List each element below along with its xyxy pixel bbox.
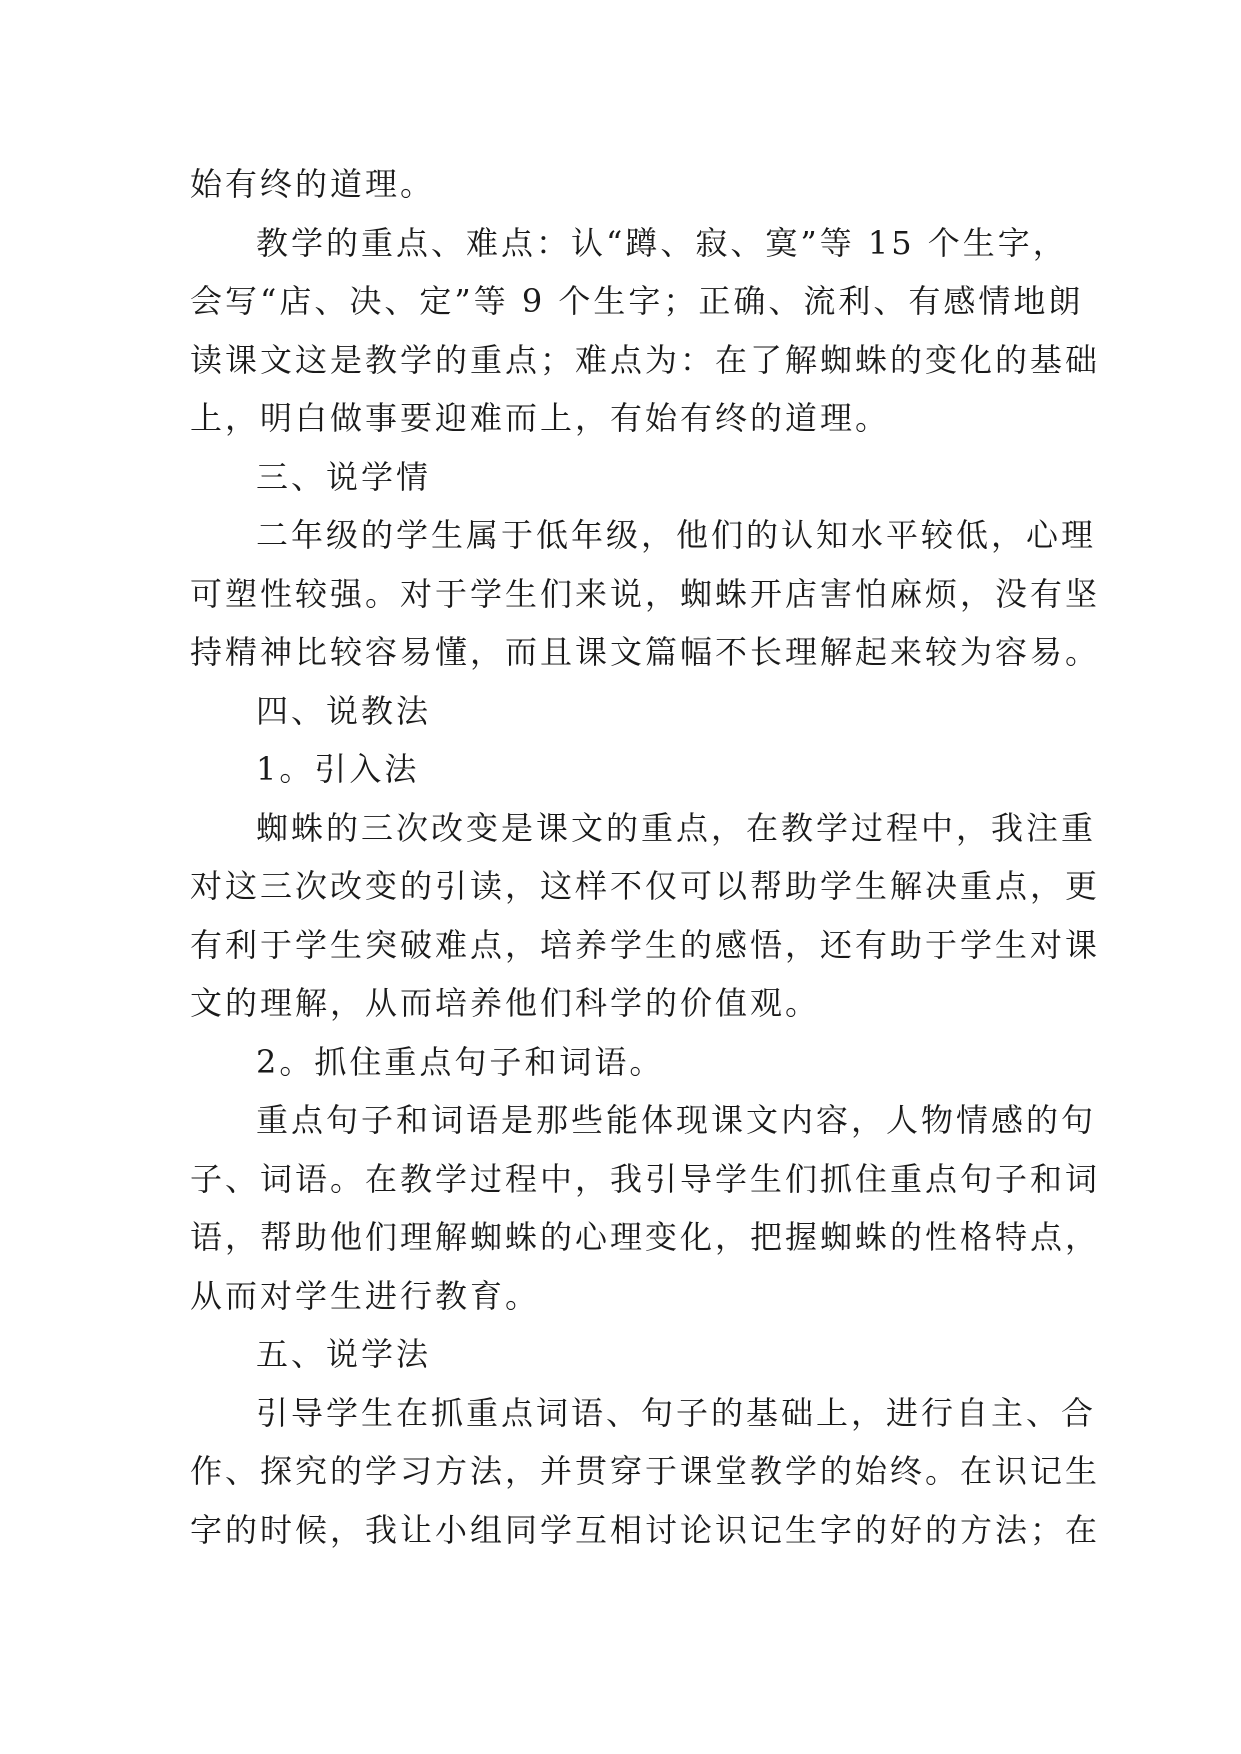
text-line: 蜘蛛的三次改变是课文的重点，在教学过程中，我注重 [256,808,1097,847]
text-line: 持精神比较容易懂，而且课文篇幅不长理解起来较为容易。 [190,633,1101,671]
text-line: 教学的重点、难点：认“蹲、寂、寞”等 15 个生字， [256,223,1068,262]
section-heading: 五、说学法 [256,1335,432,1373]
text-line: 作、探究的学习方法，并贯穿于课堂教学的始终。在识记生 [190,1452,1101,1490]
text-line: 字的时候，我让小组同学互相讨论识记生字的好的方法；在 [190,1510,1101,1549]
text-line: 有利于学生突破难点，培养学生的感悟，还有助于学生对课 [190,925,1101,964]
text-line: 语，帮助他们理解蜘蛛的心理变化，把握蜘蛛的性格特点， [190,1218,1101,1256]
text-line: 二年级的学生属于低年级，他们的认知水平较低，心理 [256,516,1097,554]
text-line: 上，明白做事要迎难而上，有始有终的道理。 [190,399,891,437]
text-line: 会写“店、决、定”等 9 个生字；正确、流利、有感情地朗 [190,282,1084,320]
text-line: 读课文这是教学的重点；难点为：在了解蜘蛛的变化的基础 [190,340,1101,379]
text-line: 重点句子和词语是那些能体现课文内容，人物情感的句 [256,1101,1097,1139]
text-line: 文的理解，从而培养他们科学的价值观。 [190,984,821,1022]
text-line: 子、词语。在教学过程中，我引导学生们抓住重点句子和词 [190,1159,1101,1198]
section-heading: 三、说学情 [256,457,432,496]
text-line: 引导学生在抓重点词语、句子的基础上，进行自主、合 [256,1393,1097,1432]
text-line: 从而对学生进行教育。 [190,1276,541,1315]
text-line: 对这三次改变的引读，这样不仅可以帮助学生解决重点，更 [190,867,1101,905]
text-line: 始有终的道理。 [190,165,436,203]
subsection-heading: 2。抓住重点句子和词语。 [256,1042,665,1081]
subsection-heading: 1。引入法 [256,750,420,788]
section-heading: 四、说教法 [256,691,432,730]
document-page [190,155,1101,1559]
text-line: 可塑性较强。对于学生们来说，蜘蛛开店害怕麻烦，没有坚 [190,574,1101,613]
